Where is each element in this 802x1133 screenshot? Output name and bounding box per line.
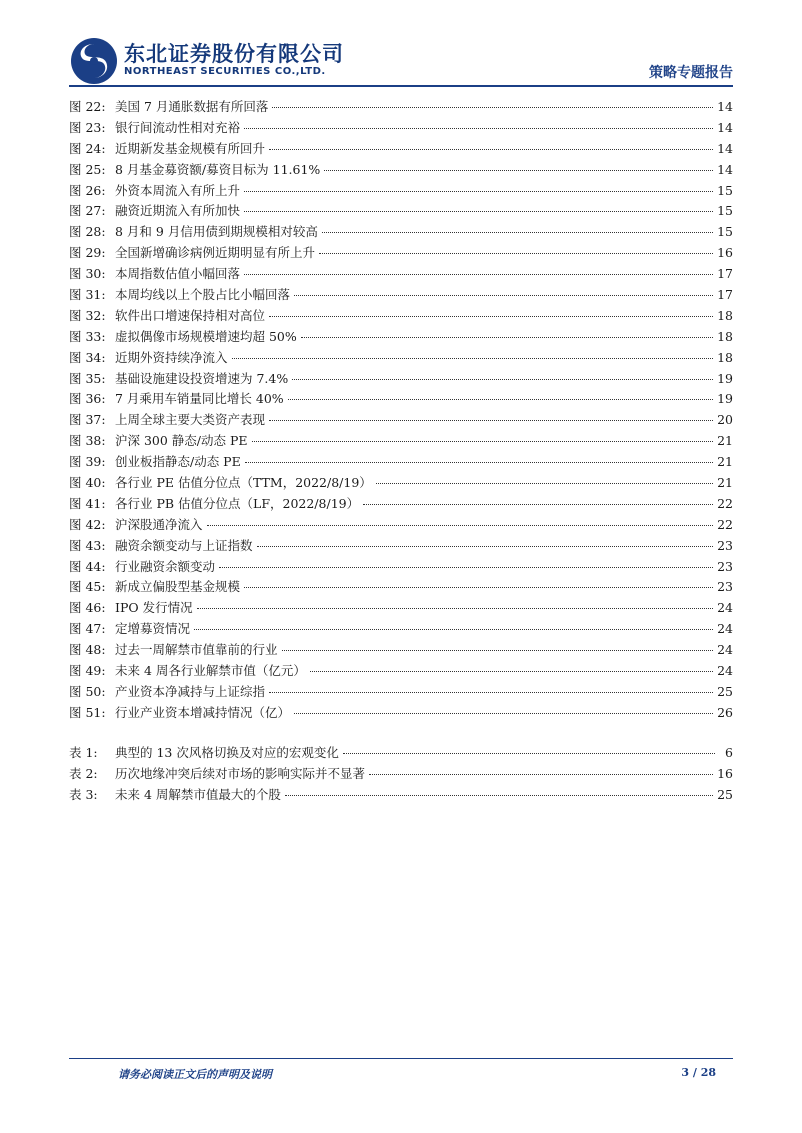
entry-number: 图 44:	[69, 558, 106, 574]
toc-entry[interactable]	[69, 473, 733, 494]
toc-entry[interactable]	[69, 431, 733, 452]
toc-entry[interactable]	[69, 598, 733, 619]
entry-number: 图 45:	[69, 579, 106, 595]
header-divider	[69, 85, 733, 87]
dot-leader	[322, 232, 713, 233]
dot-leader	[363, 504, 713, 505]
report-type: 策略专题报告	[649, 65, 733, 81]
dot-leader	[282, 650, 714, 651]
dot-leader	[369, 774, 713, 775]
toc-entry[interactable]	[69, 452, 733, 473]
entry-number: 图 39:	[69, 454, 106, 470]
dot-leader	[244, 211, 713, 212]
entry-title: 历次地缘冲突后续对市场的影响实际并不显著	[115, 766, 366, 782]
toc-entry[interactable]	[69, 785, 733, 806]
entry-page: 14	[717, 140, 733, 156]
entry-number: 图 32:	[69, 307, 106, 323]
dot-leader	[244, 128, 713, 129]
toc-entry[interactable]	[69, 97, 733, 118]
entry-page: 15	[717, 224, 733, 240]
entry-title: 外资本周流入有所上升	[115, 182, 241, 198]
entry-number: 图 38:	[69, 433, 106, 449]
toc-entry[interactable]	[69, 577, 733, 598]
entry-number: 表 3:	[69, 787, 98, 803]
entry-title: 7 月乘用车销量同比增长 40%	[115, 391, 284, 407]
dot-leader	[285, 795, 713, 796]
entry-number: 图 31:	[69, 287, 106, 303]
toc-entry[interactable]	[69, 389, 733, 410]
dot-leader	[207, 525, 714, 526]
dot-leader	[310, 671, 713, 672]
toc-entry[interactable]	[69, 201, 733, 222]
entry-title: 基础设施建设投资增速为 7.4%	[115, 370, 289, 386]
entry-title: 沪深股通净流入	[115, 516, 203, 532]
toc-entry[interactable]	[69, 327, 733, 348]
entry-page: 22	[717, 495, 733, 511]
entry-page: 25	[717, 683, 733, 699]
toc-entry[interactable]	[69, 410, 733, 431]
toc-entry[interactable]	[69, 557, 733, 578]
dot-leader	[288, 399, 713, 400]
entry-page: 15	[717, 182, 733, 198]
entry-title: 各行业 PB 估值分位点（LF，2022/8/19）	[115, 495, 360, 511]
entry-number: 图 26:	[69, 182, 106, 198]
entry-number: 图 37:	[69, 412, 106, 428]
toc-entry[interactable]	[69, 619, 733, 640]
dot-leader	[244, 191, 713, 192]
entry-page: 14	[717, 161, 733, 177]
toc-entry[interactable]	[69, 243, 733, 264]
entry-page: 23	[717, 558, 733, 574]
entry-title: 产业资本净减持与上证综指	[115, 683, 266, 699]
entry-page: 14	[717, 99, 733, 114]
entry-title: 行业产业资本增减持情况（亿）	[115, 704, 291, 720]
dot-leader	[343, 753, 715, 754]
toc-entry[interactable]	[69, 743, 733, 764]
entry-number: 图 41:	[69, 495, 106, 511]
entry-page: 15	[717, 203, 733, 219]
dot-leader	[294, 713, 713, 714]
entry-title: 沪深 300 静态/动态 PE	[115, 433, 248, 449]
entry-title: 融资近期流入有所加快	[115, 203, 241, 219]
dot-leader	[376, 483, 713, 484]
entry-title: 行业融资余额变动	[115, 558, 216, 574]
toc-entry[interactable]	[69, 118, 733, 139]
entry-number: 图 42:	[69, 516, 106, 532]
entry-page: 21	[717, 454, 733, 470]
entry-page: 24	[717, 663, 733, 679]
dot-leader	[269, 420, 713, 421]
entry-page: 24	[717, 600, 733, 616]
page-number: 3 / 28	[681, 1066, 716, 1079]
dot-leader	[294, 295, 713, 296]
dot-leader	[272, 107, 713, 108]
entry-number: 图 24:	[69, 140, 106, 156]
toc-entry[interactable]	[69, 181, 733, 202]
entry-number: 表 2:	[69, 766, 98, 782]
entry-number: 图 49:	[69, 663, 106, 679]
toc-entry[interactable]	[69, 703, 733, 724]
entry-number: 图 30:	[69, 266, 106, 282]
entry-page: 17	[717, 287, 733, 303]
entry-title: 各行业 PE 估值分位点（TTM，2022/8/19）	[115, 475, 372, 491]
entry-number: 表 1:	[69, 745, 98, 760]
dot-leader	[269, 692, 713, 693]
dot-leader	[197, 608, 714, 609]
entry-page: 16	[717, 766, 733, 782]
toc-entry[interactable]	[69, 515, 733, 536]
entry-title: 软件出口增速保持相对高位	[115, 307, 266, 323]
entry-page: 18	[717, 307, 733, 323]
entry-page: 18	[717, 349, 733, 365]
toc-entry[interactable]	[69, 536, 733, 557]
entry-title: 定增募资情况	[115, 621, 191, 637]
dot-leader	[301, 337, 713, 338]
entry-page: 24	[717, 642, 733, 658]
entry-number: 图 28:	[69, 224, 106, 240]
company-name-cn: 东北证券股份有限公司	[124, 42, 344, 66]
entry-number: 图 23:	[69, 119, 106, 135]
entry-number: 图 27:	[69, 203, 106, 219]
entry-page: 18	[717, 328, 733, 344]
entry-page: 21	[717, 475, 733, 491]
toc-entry[interactable]	[69, 139, 733, 160]
entry-title: 融资余额变动与上证指数	[115, 537, 253, 553]
entry-title: 创业板指静态/动态 PE	[115, 454, 241, 470]
entry-number: 图 36:	[69, 391, 106, 407]
entry-title: 未来 4 周各行业解禁市值（亿元）	[115, 663, 306, 679]
toc-entry[interactable]	[69, 494, 733, 515]
entry-page: 14	[717, 119, 733, 135]
entry-number: 图 22:	[69, 99, 106, 114]
entry-title: 虚拟偶像市场规模增速均超 50%	[115, 328, 297, 344]
entry-title: 近期外资持续净流入	[115, 349, 228, 365]
dot-leader	[232, 358, 714, 359]
entry-title: 全国新增确诊病例近期明显有所上升	[115, 245, 316, 261]
toc-entry[interactable]	[69, 661, 733, 682]
entry-title: 过去一周解禁市值靠前的行业	[115, 642, 278, 658]
entry-title: 新成立偏股型基金规模	[115, 579, 241, 595]
entry-page: 16	[717, 245, 733, 261]
figure-list	[69, 97, 733, 724]
company-name-en: NORTHEAST SECURITIES CO.,LTD.	[124, 66, 326, 77]
entry-number: 图 40:	[69, 475, 106, 491]
entry-title: IPO 发行情况	[115, 600, 193, 616]
dot-leader	[319, 253, 713, 254]
entry-page: 17	[717, 266, 733, 282]
entry-number: 图 51:	[69, 704, 106, 720]
entry-title: 典型的 13 次风格切换及对应的宏观变化	[115, 745, 339, 760]
entry-page: 23	[717, 537, 733, 553]
dot-leader	[324, 170, 713, 171]
entry-page: 26	[717, 704, 733, 720]
entry-title: 近期新发基金规模有所回升	[115, 140, 266, 156]
entry-title: 银行间流动性相对充裕	[115, 119, 241, 135]
toc-entry[interactable]	[69, 222, 733, 243]
toc-entry[interactable]	[69, 285, 733, 306]
entry-page: 23	[717, 579, 733, 595]
toc-entry[interactable]	[69, 640, 733, 661]
dot-leader	[269, 149, 713, 150]
entry-title: 8 月基金募资额/募资目标为 11.61%	[115, 161, 321, 177]
entry-page: 19	[717, 370, 733, 386]
entry-title: 本周指数估值小幅回落	[115, 266, 241, 282]
entry-page: 20	[717, 412, 733, 428]
entry-number: 图 35:	[69, 370, 106, 386]
entry-number: 图 50:	[69, 683, 106, 699]
entry-page: 19	[717, 391, 733, 407]
dot-leader	[257, 546, 714, 547]
entry-title: 美国 7 月通胀数据有所回落	[115, 99, 269, 114]
page-header	[0, 0, 802, 90]
toc-entry[interactable]	[69, 264, 733, 285]
toc-entry[interactable]	[69, 682, 733, 703]
dot-leader	[244, 587, 713, 588]
entry-page: 21	[717, 433, 733, 449]
entry-title: 上周全球主要大类资产表现	[115, 412, 266, 428]
entry-number: 图 48:	[69, 642, 106, 658]
entry-title: 未来 4 周解禁市值最大的个股	[115, 787, 281, 803]
entry-page: 25	[717, 787, 733, 803]
entry-page: 22	[717, 516, 733, 532]
northeast-securities-logo-icon	[69, 36, 119, 86]
entry-number: 图 29:	[69, 245, 106, 261]
toc-entry[interactable]	[69, 160, 733, 181]
dot-leader	[252, 441, 714, 442]
entry-title: 8 月和 9 月信用债到期规模相对较高	[115, 224, 318, 240]
entry-page: 24	[717, 621, 733, 637]
entry-number: 图 43:	[69, 537, 106, 553]
entry-number: 图 25:	[69, 161, 106, 177]
entry-number: 图 46:	[69, 600, 106, 616]
entry-number: 图 47:	[69, 621, 106, 637]
dot-leader	[219, 567, 713, 568]
dot-leader	[244, 274, 713, 275]
entry-number: 图 34:	[69, 349, 106, 365]
disclaimer-note: 请务必阅读正文后的声明及说明	[118, 1068, 272, 1081]
entry-number: 图 33:	[69, 328, 106, 344]
footer-divider	[69, 1058, 733, 1059]
toc-entry[interactable]	[69, 369, 733, 390]
entry-page: 6	[725, 745, 733, 760]
toc-entry[interactable]	[69, 306, 733, 327]
dot-leader	[194, 629, 713, 630]
table-list	[69, 743, 733, 807]
dot-leader	[292, 379, 713, 380]
entry-title: 本周均线以上个股占比小幅回落	[115, 287, 291, 303]
toc-entry[interactable]	[69, 764, 733, 785]
toc-entry[interactable]	[69, 348, 733, 369]
dot-leader	[245, 462, 713, 463]
dot-leader	[269, 316, 713, 317]
